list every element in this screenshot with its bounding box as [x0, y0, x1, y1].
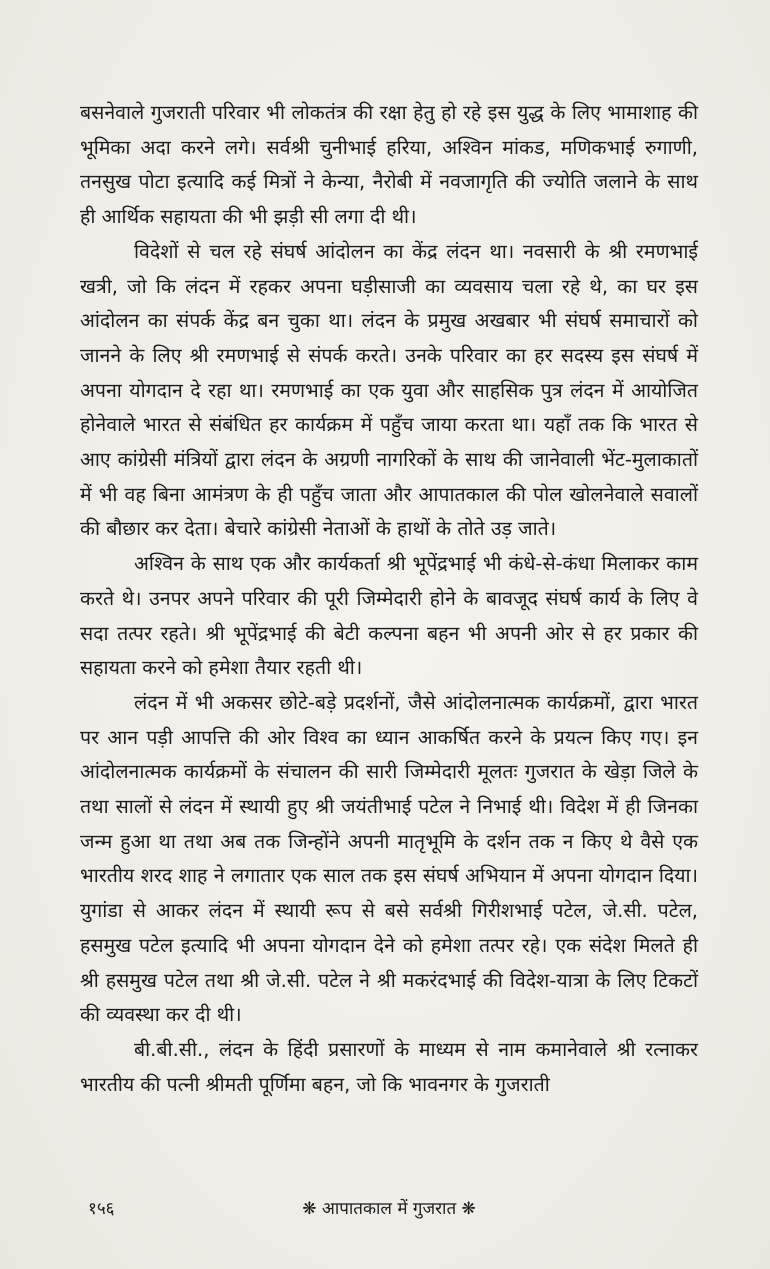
body-text [80, 96, 698, 1102]
paragraph-bhupendrabhai: अश्विन के साथ एक और कार्यकर्ता श्री भूपेंद्रभाई भी कंधे-से-कंधा मिलाकर काम करते थे। उनपर अपने परिवार की पूरी जिम्मेदारी होने के बावजूद संघर्ष कार्य के लिए वे सदा तत्पर रहते। श्री भूपेंद्रभाई की बेटी कल्पना बहन भी अपनी ओर से हर प्रकार की सहायता करने को हमेशा तैयार रहती थी। [80, 552, 698, 680]
paragraph-london-centre: विदेशों से चल रहे संघर्ष आंदोलन का केंद्र लंदन था। नवसारी के श्री रमणभाई खत्री, जो कि लंदन में रहकर अपना घड़ीसाजी का व्यवसाय चला रहे थे, का घर इस आंदोलन का संपर्क केंद्र बन चुका था। लंदन के प्रमुख अखबार भी संघर्ष समाचारों को जानने के लिए श्री रमणभाई से संपर्क करते। उनके परिवार का हर सदस्य इस संघर्ष में अपना योगदान दे रहा था। रमणभाई का एक युवा और साहसिक पुत्र लंदन में आयोजित होनेवाले भारत से संबंधित हर कार्यक्रम में पहुँच जाया करता था। यहाँ तक कि भारत से आए कांग्रेसी मंत्रियों द्वारा लंदन के अग्रणी नागरिकों के साथ की जानेवाली भेंट-मुलाकातों में भी वह बिना आमंत्रण के ही पहुँच जाता और आपातकाल की पोल खोलनेवाले सवालों की बौछार कर देता। बेचारे कांग्रेसी नेताओं के हाथों के तोते उड़ जाते। [80, 239, 698, 541]
running-title: ❋ आपातकाल में गुजरात ❋ [302, 1199, 476, 1219]
page-number: १५६ [88, 1199, 115, 1219]
page-footer [80, 1196, 698, 1224]
paragraph-london-protests: लंदन में भी अकसर छोटे-बड़े प्रदर्शनों, जैसे आंदोलनात्मक कार्यक्रमों, द्वारा भारत पर आन पड़ी आपत्ति की ओर विश्व का ध्यान आकर्षित करने के प्रयत्न किए गए। इन आंदोलनात्मक कार्यक्रमों के संचालन की सारी जिम्मेदारी मूलतः गुजरात के खेड़ा जिले के तथा सालों से लंदन में स्थायी हुए श्री जयंतीभाई पटेल ने निभाई थी। विदेश में ही जिनका जन्म हुआ था तथा अब तक जिन्होंने अपनी मातृभूमि के दर्शन तक न किए थे वैसे एक भारतीय शरद शाह ने लगातार एक साल तक इस संघर्ष अभियान में अपना योगदान दिया। युगांडा से आकर लंदन में स्थायी रूप से बसे सर्वश्री गिरीशभाई पटेल, जे.सी. पटेल, हसमुख पटेल इत्यादि भी अपना योगदान देने को हमेशा तत्पर रहे। एक संदेश मिलते ही श्री हसमुख पटेल तथा श्री जे.सी. पटेल ने श्री मकरंदभाई की विदेश-यात्रा के लिए टिकटों की व्यवस्था कर दी थी। [80, 690, 698, 1027]
paragraph-bbc-purnima: बी.बी.सी., लंदन के हिंदी प्रसारणों के माध्यम से नाम कमानेवाले श्री रत्नाकर भारतीय की पत्नी श्रीमती पूर्णिमा बहन, जो कि भावनगर के गुजराती [80, 1037, 698, 1096]
paragraph-gujarati-families-kenya: बसनेवाले गुजराती परिवार भी लोकतंत्र की रक्षा हेतु हो रहे इस युद्ध के लिए भामाशाह की भूमिका अदा करने लगे। सर्वश्री चुनीभाई हरिया, अश्विन मांकड, मणिकभाई रुगाणी, तनसुख पोटा इत्यादि कई मित्रों ने केन्या, नैरोबी में नवजागृति की ज्योति जलाने के साथ ही आर्थिक सहायता की भी झड़ी सी लगा दी थी। [80, 101, 698, 229]
